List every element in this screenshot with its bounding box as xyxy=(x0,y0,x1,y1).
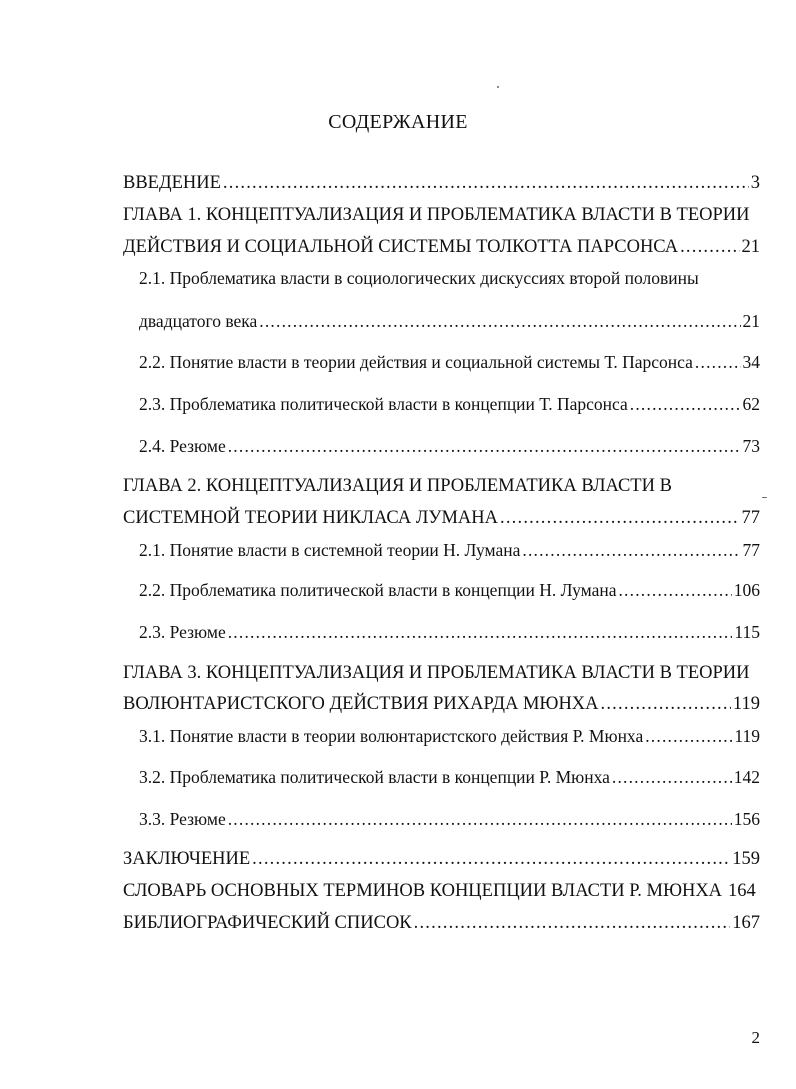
toc-chapter-1-line1[interactable]: ГЛАВА 1. КОНЦЕПТУАЛИЗАЦИЯ И ПРОБЛЕМАТИКА ВЛАСТИ В ТЕОРИИ xyxy=(123,205,750,225)
toc-entry-section-2-2[interactable] xyxy=(139,580,760,606)
toc-entry-text: 3.3. Резюме xyxy=(139,809,226,829)
toc-entry-text: 2.4. Резюме xyxy=(139,436,226,456)
toc-entry-text: 2.2. Понятие власти в теории действия и социальной системы Т. Парсонса xyxy=(139,352,693,372)
toc-page-number: 21 xyxy=(741,237,760,257)
scan-speck xyxy=(497,86,499,88)
toc-section-1-1-line1[interactable]: 2.1. Проблематика власти в социологических дискуссиях второй половины xyxy=(139,268,699,288)
toc-leader-dots xyxy=(695,352,741,373)
toc-leader-dots xyxy=(618,580,731,601)
toc-entry-text: 2.3. Проблематика политической власти в концепции Т. Парсонса xyxy=(139,394,628,414)
toc-entry-text: БИБЛИОГРАФИЧЕСКИЙ СПИСОК xyxy=(123,913,412,933)
toc-page-number: 34 xyxy=(742,352,760,372)
toc-entry-section-3-1[interactable] xyxy=(139,726,760,752)
toc-entry-bibliography[interactable] xyxy=(123,913,760,939)
toc-page-number: 115 xyxy=(734,622,760,642)
toc-leader-dots xyxy=(630,394,741,415)
toc-entry-text: 3.2. Проблематика политической власти в концепции Р. Мюнха xyxy=(139,767,610,787)
toc-leader-dots xyxy=(645,726,732,747)
toc-page-number: 159 xyxy=(732,849,760,869)
toc-entry-text: 3.1. Понятие власти в теории волюнтаристского действия Р. Мюнха xyxy=(139,726,644,746)
toc-page-number: 164 xyxy=(728,881,756,901)
toc-page-number: 119 xyxy=(734,726,760,746)
toc-leader-dots xyxy=(500,508,739,529)
toc-entry-section-1-1[interactable] xyxy=(139,311,760,337)
toc-entry-chapter-2[interactable] xyxy=(123,508,760,534)
toc-page-number: 21 xyxy=(742,311,760,331)
toc-entry-section-3-2[interactable] xyxy=(139,767,760,793)
toc-page-number: 62 xyxy=(742,394,760,414)
toc-leader-dots xyxy=(223,173,749,194)
toc-leader-dots xyxy=(680,237,739,258)
toc-entry-text: ЗАКЛЮЧЕНИЕ xyxy=(123,849,251,869)
toc-entry-text: 2.1. Понятие власти в системной теории Н. Лумана xyxy=(139,540,521,560)
toc-leader-dots xyxy=(252,849,730,870)
toc-entry-text: ВОЛЮНТАРИСТСКОГО ДЕЙСТВИЯ РИХАРДА МЮНХА xyxy=(123,694,599,714)
toc-entry-introduction[interactable] xyxy=(123,173,760,199)
toc-entry-chapter-3[interactable] xyxy=(123,694,760,720)
toc-chapter-3-line1[interactable]: ГЛАВА 3. КОНЦЕПТУАЛИЗАЦИЯ И ПРОБЛЕМАТИКА ВЛАСТИ В ТЕОРИИ xyxy=(123,663,750,683)
toc-entry-text: ВВЕДЕНИЕ xyxy=(123,173,221,193)
toc-entry-text: СЛОВАРЬ ОСНОВНЫХ ТЕРМИНОВ КОНЦЕПЦИИ ВЛАСТИ Р. МЮНХА xyxy=(123,881,723,901)
toc-entry-text: двадцатого века xyxy=(139,311,258,331)
toc-entry-text: СИСТЕМНОЙ ТЕОРИИ НИКЛАСА ЛУМАНА xyxy=(123,508,499,528)
toc-entry-chapter-1[interactable] xyxy=(123,237,760,263)
toc-entry-section-1-3[interactable] xyxy=(139,394,760,420)
toc-entry-text: 2.3. Резюме xyxy=(139,622,226,642)
toc-leader-dots xyxy=(228,436,741,457)
toc-leader-dots xyxy=(228,809,732,830)
toc-leader-dots xyxy=(612,767,732,788)
page-number: 2 xyxy=(751,1028,760,1047)
toc-page-number: 77 xyxy=(742,540,760,560)
toc-chapter-2-line1[interactable]: ГЛАВА 2. КОНЦЕПТУАЛИЗАЦИЯ И ПРОБЛЕМАТИКА ВЛАСТИ В xyxy=(123,476,672,496)
toc-entry-section-2-1[interactable] xyxy=(139,540,760,566)
scan-speck xyxy=(762,497,767,498)
toc-leader-dots xyxy=(228,622,733,643)
toc-page-number: 156 xyxy=(733,809,760,829)
toc-entry-section-1-4[interactable] xyxy=(139,436,760,462)
toc-page-number: 142 xyxy=(733,767,760,787)
toc-entry-section-3-3[interactable] xyxy=(139,809,760,835)
toc-entry-text: ДЕЙСТВИЯ И СОЦИАЛЬНОЙ СИСТЕМЫ ТОЛКОТТА ПАРСОНСА xyxy=(123,237,679,257)
toc-page-number: 119 xyxy=(732,694,760,714)
toc-leader-dots xyxy=(414,913,731,934)
toc-leader-dots xyxy=(601,694,731,715)
toc-page-number: 77 xyxy=(741,508,760,528)
toc-page-number: 167 xyxy=(732,913,760,933)
toc-entry-conclusion[interactable] xyxy=(123,849,760,875)
toc-leader-dots xyxy=(522,540,740,561)
toc-entry-glossary[interactable] xyxy=(123,881,760,907)
toc-entry-section-1-2[interactable] xyxy=(139,352,760,378)
toc-entry-section-2-3[interactable] xyxy=(139,622,760,648)
toc-entry-text: 2.2. Проблематика политической власти в концепции Н. Лумана xyxy=(139,580,617,600)
toc-page-number: 73 xyxy=(742,436,760,456)
toc-page-number: 3 xyxy=(750,173,760,193)
toc-page-number: 106 xyxy=(733,580,760,600)
toc-leader-dots xyxy=(259,311,740,332)
page-title: СОДЕРЖАНИЕ xyxy=(328,111,468,133)
